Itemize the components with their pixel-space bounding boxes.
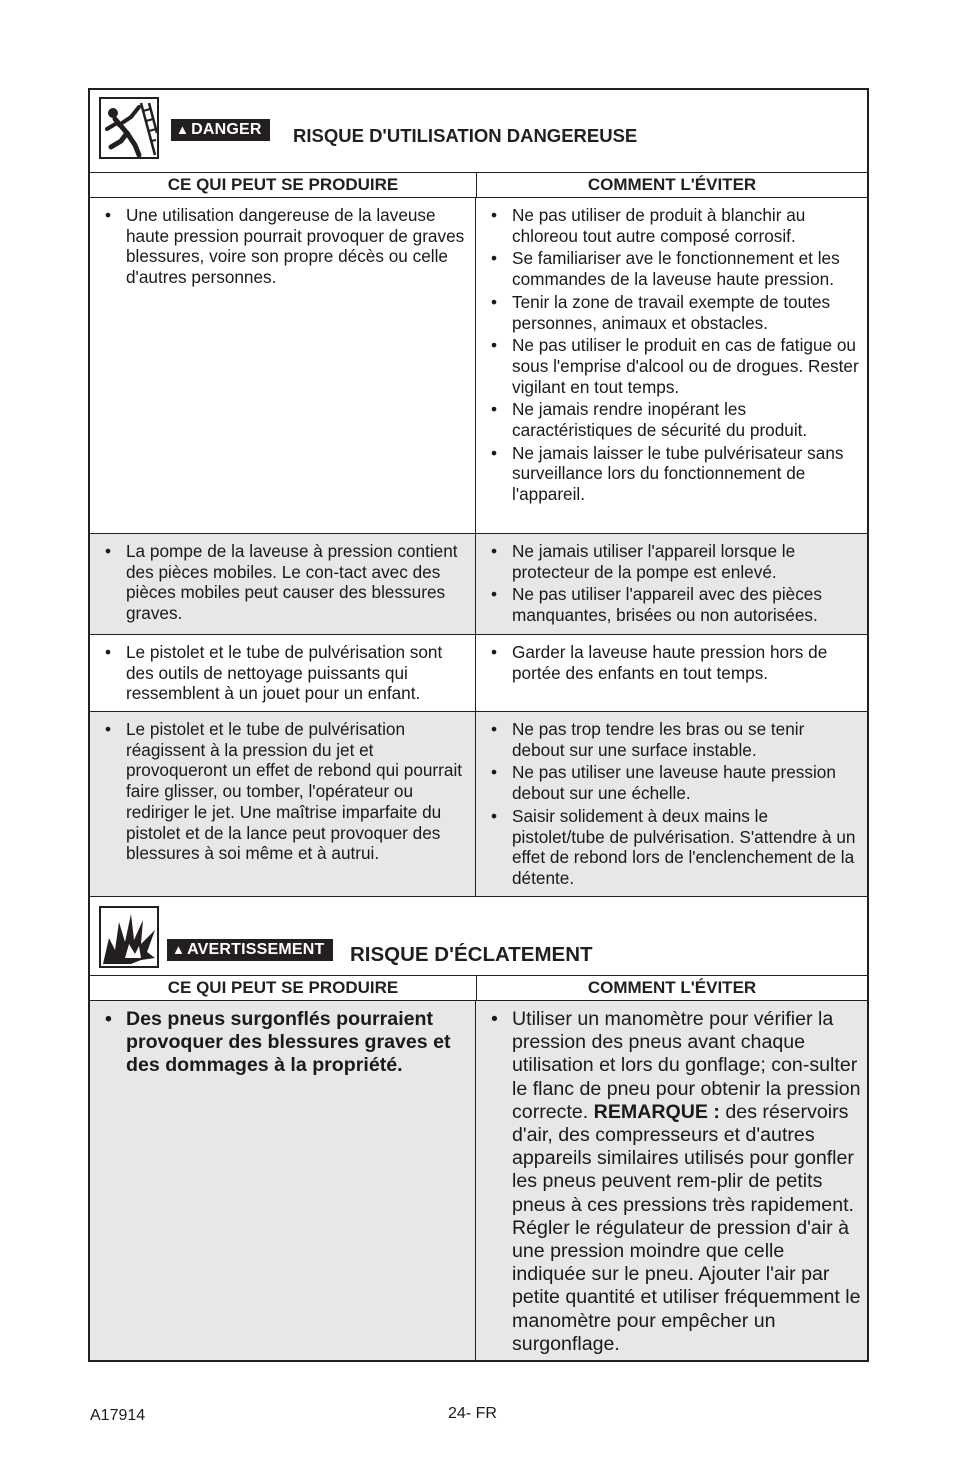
hazard-cell [90, 534, 476, 634]
prevention-cell [476, 635, 867, 711]
remark-label: REMARQUE : [593, 1100, 720, 1123]
prevention-text: des réservoirs d'air, des compresseurs et d'autres appareils similaires utilisés pour gonfler les pneus peuvent rem-plir de petits pneus à ces pressions très rapidement. Régler le régulateur de pression d'air à une pression moindre que celle indiquée sur le pneu. Ajouter l'air par petite quantité et utiliser fréquemment le manomètre pour empêcher un surgonflage. [512, 1100, 861, 1355]
warning-signal-word [167, 939, 333, 961]
explosion-icon [99, 906, 159, 968]
list-item [490, 1008, 861, 1356]
list-item: • Ne jamais utiliser l'appareil lorsque le protecteur de la pompe est enlevé. [490, 541, 861, 582]
list-item: • Ne pas utiliser une laveuse haute pression debout sur une échelle. [490, 762, 861, 803]
hazard-title: RISQUE D'UTILISATION DANGEREUSE [293, 125, 638, 146]
prevention-text: Utiliser un manomètre pour vérifier la pression des pneus avant chaque utilisation et lors du gonflage; con-sulter le flanc de pneu pour obtenir la pression correcte. [512, 1008, 861, 1123]
safety-table [88, 88, 869, 1362]
signal-word-text: AVERTISSEMENT [187, 941, 325, 958]
page-number: 24- FR [448, 1405, 497, 1422]
hazard-cell [90, 712, 476, 896]
list-item: • Ne jamais laisser le tube pulvérisateur sans surveillance lors du fonctionnement de l'appareil. [490, 443, 861, 505]
danger-signal-word [171, 119, 270, 141]
list-item: • Le pistolet et le tube de pulvérisation réagissent à la pression du jet et provoqueront un effet de rebond qui pourrait faire glisser, ou tomber, l'opérateur ou rediriger le jet. Une maîtrise imparfaite du pistolet et de la lance peut provoquer des blessures à soi même et à autrui. [104, 719, 469, 864]
hazard-cell [90, 198, 476, 533]
warning-triangle-icon: ▲ [172, 942, 186, 957]
hazard-cell [90, 1001, 476, 1360]
document-code: A17914 [90, 1407, 146, 1424]
table-row [90, 198, 867, 534]
prevention-cell [476, 712, 867, 896]
list-item: • Le pistolet et le tube de pulvérisation sont des outils de nettoyage puissants qui ressemblent à un jouet pour un enfant. [104, 642, 469, 704]
column-headers [90, 173, 867, 198]
hazard-header-warning [90, 896, 867, 976]
column-header-how: COMMENT L'ÉVITER [587, 175, 757, 194]
table-row [90, 1001, 867, 1360]
prevention-cell [476, 534, 867, 634]
list-item: • Tenir la zone de travail exempte de toutes personnes, animaux et obstacles. [490, 292, 861, 333]
list-item: • Des pneus surgonflés pourraient provoquer des blessures graves et des dommages à la propriété. [104, 1008, 469, 1078]
list-item: • Ne jamais rendre inopérant les caractéristiques de sécurité du produit. [490, 399, 861, 440]
list-item: • Ne pas utiliser le produit en cas de fatigue ou sous l'emprise d'alcool ou de drogues. Rester vigilant en tout temps. [490, 335, 861, 397]
warning-triangle-icon: ▲ [176, 122, 190, 137]
list-item: • Se familiariser ave le fonctionnement et les commandes de la laveuse haute pression. [490, 248, 861, 289]
slip-fall-icon [99, 97, 159, 159]
hazard-title: RISQUE D'ÉCLATEMENT [350, 943, 593, 966]
column-header-what: CE QUI PEUT SE PRODUIRE [90, 976, 477, 1000]
signal-word-text: DANGER [191, 121, 262, 138]
list-item: • Une utilisation dangereuse de la laveuse haute pression pourrait provoquer de graves blessures, voire son propre décès ou celle d'autres personnes. [104, 205, 469, 288]
list-item: • La pompe de la laveuse à pression contient des pièces mobiles. Le con-tact avec des pièces mobiles peut causer des blessures graves. [104, 541, 469, 624]
table-row [90, 534, 867, 635]
hazard-cell [90, 635, 476, 711]
prevention-cell [476, 198, 867, 533]
list-item: • Ne pas utiliser l'appareil avec des pièces manquantes, brisées ou non autorisées. [490, 584, 861, 625]
table-row [90, 635, 867, 712]
list-item: • Garder la laveuse haute pression hors de portée des enfants en tout temps. [490, 642, 861, 683]
column-header-how: COMMENT L'ÉVITER [587, 978, 757, 997]
hazard-header-danger [90, 90, 867, 173]
column-header-what: CE QUI PEUT SE PRODUIRE [90, 173, 477, 197]
column-headers [90, 976, 867, 1001]
prevention-cell [476, 1001, 867, 1360]
list-item: • Ne pas trop tendre les bras ou se tenir debout sur une surface instable. [490, 719, 861, 760]
list-item: • Saisir solidement à deux mains le pistolet/tube de pulvérisation. S'attendre à un effet de rebond lors de l'enclenchement de la détente. [490, 806, 861, 889]
list-item: • Ne pas utiliser de produit à blanchir au chloreou tout autre composé corrosif. [490, 205, 861, 246]
table-row [90, 712, 867, 896]
